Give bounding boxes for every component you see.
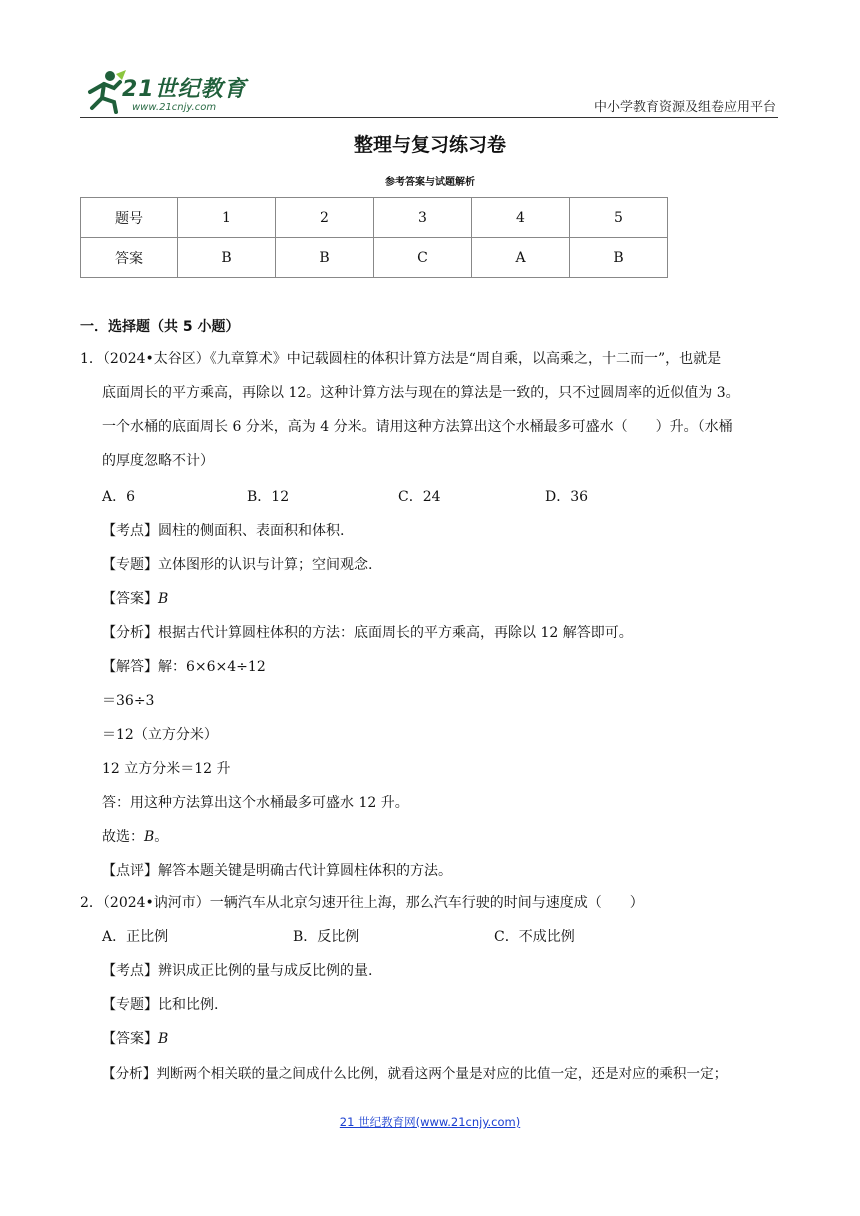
answer-line bbox=[102, 588, 168, 608]
answer-table bbox=[80, 197, 668, 278]
option-b: B．12 bbox=[247, 489, 290, 505]
kaodian: 【考点】辨识成正比例的量与成反比例的量. bbox=[102, 963, 373, 979]
logo-text: 21世纪教育 bbox=[122, 77, 247, 102]
header-divider bbox=[80, 117, 778, 118]
option-c: C．不成比例 bbox=[494, 929, 575, 945]
answer-value: B bbox=[158, 1031, 169, 1047]
platform-name: 中小学教育资源及组卷应用平台 bbox=[593, 100, 776, 115]
option-c: C．24 bbox=[398, 489, 441, 505]
table-cell: 1 bbox=[178, 198, 276, 238]
table-row bbox=[81, 238, 668, 278]
site-logo bbox=[80, 66, 280, 118]
jieda-line: ＝36÷3 bbox=[102, 693, 155, 709]
fenxi: 【分析】判断两个相关联的量之间成什么比例，就看这两个量是对应的比值一定，还是对应的乘积一定； bbox=[102, 1066, 728, 1082]
kaodian: 【考点】圆柱的侧面积、表面积和体积. bbox=[102, 523, 345, 539]
table-cell: B bbox=[276, 238, 374, 278]
answer-line bbox=[102, 1028, 168, 1048]
jieda-line: 12 立方分米＝12 升 bbox=[102, 761, 231, 777]
table-cell: B bbox=[570, 238, 668, 278]
footer-link[interactable]: 21 世纪教育网(www.21cnjy.com) bbox=[339, 1115, 521, 1129]
table-cell: 5 bbox=[570, 198, 668, 238]
page-title: 整理与复习练习卷 bbox=[353, 134, 506, 156]
table-cell: 答案 bbox=[81, 238, 178, 278]
table-cell: A bbox=[472, 238, 570, 278]
option-d: D．36 bbox=[545, 489, 589, 505]
table-cell: B bbox=[178, 238, 276, 278]
guxuan-line bbox=[102, 826, 168, 846]
guxuan-value: B bbox=[144, 829, 155, 845]
answer-label: 【答案】 bbox=[102, 1031, 158, 1047]
guxuan-end: 。 bbox=[154, 829, 169, 845]
table-cell: C bbox=[374, 238, 472, 278]
runner-logo-icon bbox=[80, 68, 128, 116]
table-cell: 2 bbox=[276, 198, 374, 238]
option-a: A．6 bbox=[102, 489, 136, 505]
table-cell: 4 bbox=[472, 198, 570, 238]
answer-label: 【答案】 bbox=[102, 591, 158, 607]
table-cell: 3 bbox=[374, 198, 472, 238]
question-1-line: 1．（2024•太谷区）《九章算术》中记载圆柱的体积计算方法是“周自乘，以高乘之，十二而一”，也就是 bbox=[80, 351, 722, 367]
question-1-line: 的厚度忽略不计） bbox=[102, 453, 214, 469]
fenxi: 【分析】根据古代计算圆柱体积的方法：底面周长的平方乘高，再除以 12 解答即可。 bbox=[102, 625, 633, 641]
page-subtitle: 参考答案与试题解析 bbox=[385, 177, 475, 188]
zhuanti: 【专题】立体图形的认识与计算；空间观念. bbox=[102, 557, 373, 573]
table-row bbox=[81, 198, 668, 238]
question-1-line: 底面周长的平方乘高，再除以 12。这种计算方法与现在的算法是一致的，只不过圆周率的近似值为 3。 bbox=[102, 385, 740, 401]
dianping: 【点评】解答本题关键是明确古代计算圆柱体积的方法。 bbox=[102, 863, 452, 879]
logo-url: www.21cnjy.com bbox=[132, 102, 217, 113]
guxuan-label: 故选： bbox=[102, 829, 144, 845]
question-1-line: 一个水桶的底面周长 6 分米，高为 4 分米。请用这种方法算出这个水桶最多可盛水（ ）升。（水桶 bbox=[102, 419, 733, 435]
zhuanti: 【专题】比和比例. bbox=[102, 997, 219, 1013]
option-b: B．反比例 bbox=[293, 929, 360, 945]
question-2-stem: 2．（2024•讷河市）一辆汽车从北京匀速开往上海，那么汽车行驶的时间与速度成（ ） bbox=[80, 895, 644, 911]
section-title: 一．选择题（共 5 小题） bbox=[80, 319, 240, 335]
table-cell: 题号 bbox=[81, 198, 178, 238]
answer-value: B bbox=[158, 591, 169, 607]
jieda-line: 【解答】解：6×6×4÷12 bbox=[102, 659, 266, 675]
jieda-line: 答：用这种方法算出这个水桶最多可盛水 12 升。 bbox=[102, 795, 409, 811]
option-a: A．正比例 bbox=[102, 929, 169, 945]
jieda-line: ＝12（立方分米） bbox=[102, 727, 218, 743]
